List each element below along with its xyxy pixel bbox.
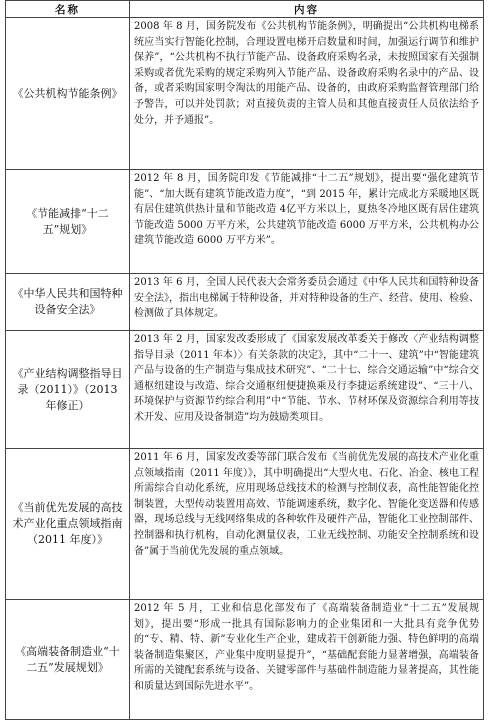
policy-name: 《公共机构节能条例》 [6, 18, 130, 170]
policy-content: 2012 年 5 月，工业和信息化部发布了《高端装备制造业“十二五”发展规划》，提出要“形成一批具有国际影响力的企业集团和一大批具有竞争优势的“专、精、特、新”专业化生产企业，建成若干创新能力强、特色鲜明的高端装备制造集聚区，产业集中度明显提升”，“基础配套能力显著增强，高端装备所需的关键配套系统与设备、关键零部件与基础件制造能力显著提高，其性能和质量达到国际先进水平”。 [130, 600, 484, 720]
policy-name: 《当前优先发展的高技术产业化重点领域指南（2011 年度）》 [6, 449, 130, 600]
column-header-name: 名称 [6, 1, 130, 18]
table-row [6, 274, 484, 331]
policy-name: 《节能减排“十二五”规划》 [6, 170, 130, 274]
policy-content: 2008 年 8 月，国务院发布《公共机构节能条例》，明确提出“公共机构电梯系统应当实行智能化控制，合理设置电梯开启数量和时间，加强运行调节和维护保养”，“公共机构不执行节能产品、设备政府采购名录，未按照国家有关强制采购或者优先采购的规定采购列入节能产品、设备政府采购名录中的产品、设备，或者采购国家明令淘汰的用能产品、设备的，由政府采购监督管理部门给予警告，可以并处罚款；对直接负责的主管人员和其他直接责任人员依法给予处分，并予通报”。 [130, 18, 484, 170]
policy-table [5, 0, 484, 720]
policy-content: 2013 年 6 月，全国人民代表大会常务委员会通过《中华人民共和国特种设备安全法》，指出电梯属于特种设备，并对特种设备的生产、经营、使用、检验、检测做了具体规定。 [130, 274, 484, 331]
policy-name: 《高端装备制造业“十二五”发展规划》 [6, 600, 130, 720]
table-row [6, 600, 484, 720]
policy-content: 2012 年 8 月，国务院印发《节能减排“十二五”规划》，提出要“强化建筑节能”、“加大既有建筑节能改造力度”，“到 2015 年，累计完成北方采暖地区既有居住建筑供热计量和节能改造 4亿平方米以上，夏热冬冷地区既有居住建筑节能改造 5000 万平方米，公共建筑节能改造 6000 万平方米，公共机构办公建筑节能改造 6000 万平方米”。 [130, 170, 484, 274]
policy-content: 2011 年 6 月，国家发改委等部门联合发布《当前优先发展的高技术产业化重点领域指南（2011 年度）》，其中明确提出“大型火电、石化、冶金、核电工程所需综合自动化系统，应用现场总线技术的检测与控制仪表，高性能智能化控制装置，大型传动装置用高效、节能调速系统，数字化、智能化变送器和传感器，现场总线与无线网络集成的各种软件及硬件产品，智能化工业控制部件、控制器和执行机构，自动化测量仪表，工业无线控制、功能安全控制系统和设备”属于当前优先发展的重点领域。 [130, 449, 484, 600]
policy-name: 《中华人民共和国特种设备安全法》 [6, 274, 130, 331]
policy-name: 《产业结构调整指导目录（2011）》（2013 年修正） [6, 331, 130, 449]
policy-content: 2013 年 2 月，国家发改委形成了《国家发展改革委关于修改〈产业结构调整指导目录（2011 年本）〉有关条款的决定》，其中“二十一、建筑”中“智能建筑产品与设备的生产制造与集成技术研究”、“二十七、综合交通运输”中“综合交通枢纽建设与改造、综合交通枢纽便捷换乘及行李捷运系统建设”、“三十八、环境保护与资源节约综合利用”中“节能、节水、节材环保及资源综合利用等技术开发、应用及设备制造”均为鼓励类项目。 [130, 331, 484, 449]
table-row [6, 170, 484, 274]
table-row [6, 449, 484, 600]
table-row [6, 18, 484, 170]
column-header-content: 内容 [130, 1, 484, 18]
table-header-row [6, 1, 484, 18]
table-row [6, 331, 484, 449]
